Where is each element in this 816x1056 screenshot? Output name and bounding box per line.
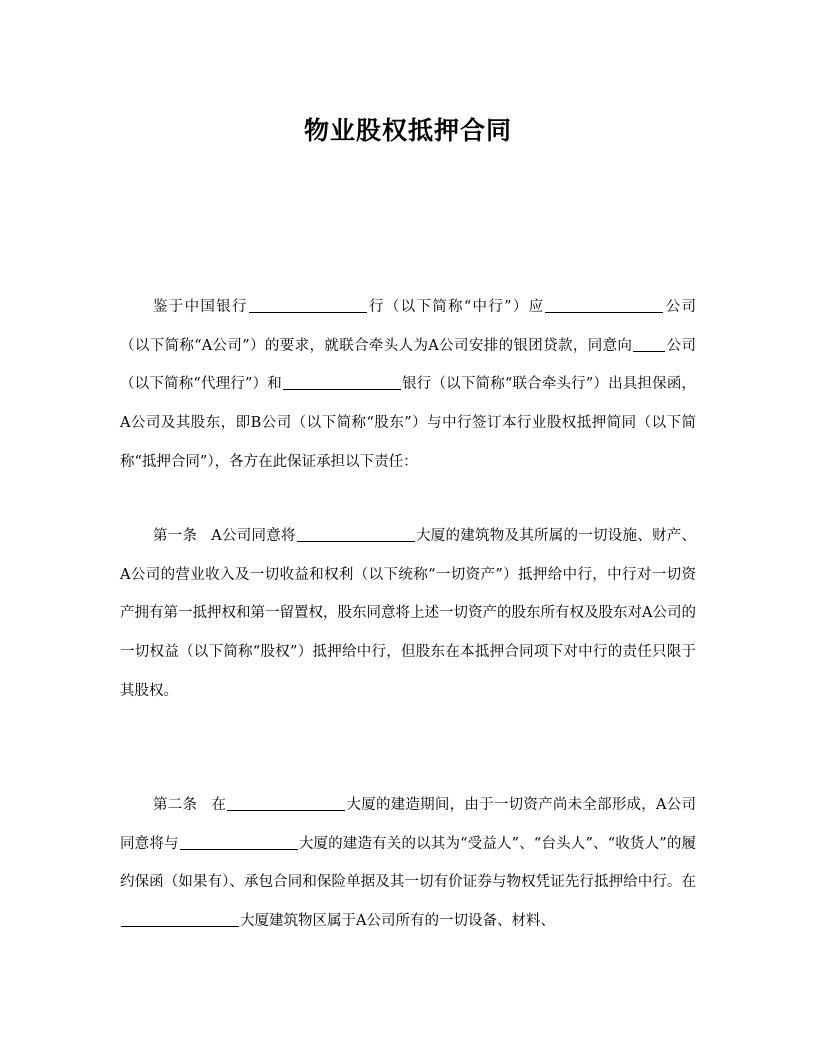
article-1-text-2: 大厦的建筑物及其所属的一切设施、财产、A公司的营业收入及一切收益和权利（以下统称“一切资产”）抵押给中行，中行对一切资产拥有第一抵押权和第一留置权，股东同意将上述一切资产的股东所有权及股东对A公司的一切权益（以下简称“股权”）抵押给中行，但股东在本抵押合同项下对中行的责任只限于其股权。 (120, 528, 697, 699)
blank-company-a (545, 297, 663, 313)
blank-building-name (180, 834, 298, 850)
article-1-text-1: A公司同意将 (211, 528, 296, 544)
document-title: 物业股权抵押合同 (303, 115, 512, 145)
blank-agent-bank (633, 336, 665, 352)
preamble-text-1: 鉴于中国银行 (153, 299, 248, 315)
article-1-heading: 第一条 (153, 528, 198, 544)
blank-building-name (297, 526, 415, 542)
blank-lead-bank (283, 374, 401, 390)
blank-building-name (227, 795, 345, 811)
article-2-paragraph (120, 786, 696, 941)
article-2-text-3: 大厦的建造有关的以其为“受益人”、“台头人”、“收货人”的履约保函（如果有）、承包合同和保险单据及其一切有价证券与物权凭证先行抵押给中行。在 (120, 835, 696, 891)
preamble-text-3: 公司（以下简称“A公司”）的要求，就联合牵头人为A公司安排的银团贷款，同意向 (120, 299, 697, 354)
article-2-text-4: 大厦建筑物区属于A公司所有的一切设备、材料、 (240, 913, 555, 930)
article-2-heading: 第二条 (153, 797, 198, 813)
article-2-text-1: 在 (211, 797, 227, 813)
blank-bank-branch (249, 297, 367, 313)
preamble-paragraph (120, 288, 696, 482)
article-1-paragraph (120, 517, 696, 711)
article-2-text-2: 大厦的建造期间，由于一切资产尚未全部形成，A公司同意将与 (120, 797, 696, 852)
blank-building-name (121, 911, 239, 927)
preamble-text-5: 银行（以下简称“联合牵头行”）出具担保函，A公司及其股东，即B公司（以下简称“股东”）与中行签订本行业股权抵押简同（以下简称“抵押合同”），各方在此保证承担以下责任： (120, 376, 696, 470)
preamble-text-4: 公司（以下简称“代理行”）和 (120, 337, 697, 393)
preamble-text-2: 行（以下简称“中行”）应 (367, 299, 545, 315)
